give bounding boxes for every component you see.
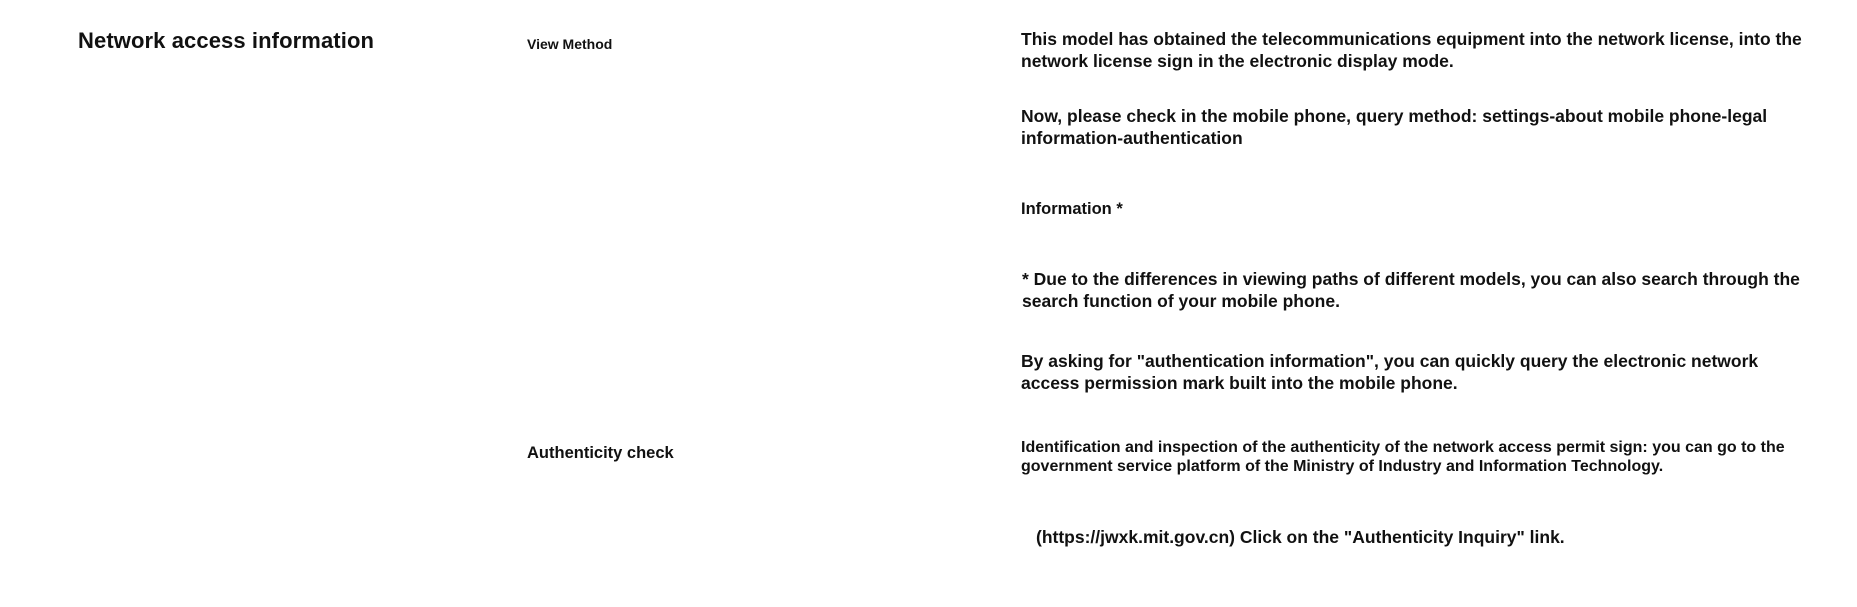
view-method-paragraph-query-path: Now, please check in the mobile phone, query method: settings-about mobile phone-legal information-authentication <box>1021 106 1768 148</box>
view-method-paragraph-search-note: * Due to the differences in viewing paths of different models, you can also search through the search function of your mobile phone. <box>1022 269 1800 311</box>
section-title: Network access information <box>78 28 375 53</box>
authenticity-paragraph-platform: Identification and inspection of the authenticity of the network access permit sign: you can go to the government service platform of the Ministry of Industry and Information Technology. <box>1021 439 1785 475</box>
view-method-paragraph-information: Information * <box>1021 200 1123 218</box>
authenticity-inquiry-link-text: (https://jwxk.mit.gov.cn) Click on the "Authenticity Inquiry" link. <box>1036 527 1565 547</box>
view-method-paragraph-license: This model has obtained the telecommunications equipment into the network license, into the network license sign in the electronic display mode. <box>1021 29 1802 71</box>
authenticity-check-label: Authenticity check <box>527 444 674 462</box>
view-method-label: View Method <box>527 36 613 52</box>
view-method-paragraph-auth-query: By asking for "authentication information", you can quickly query the electronic network access permission mark built into the mobile phone. <box>1021 351 1759 393</box>
